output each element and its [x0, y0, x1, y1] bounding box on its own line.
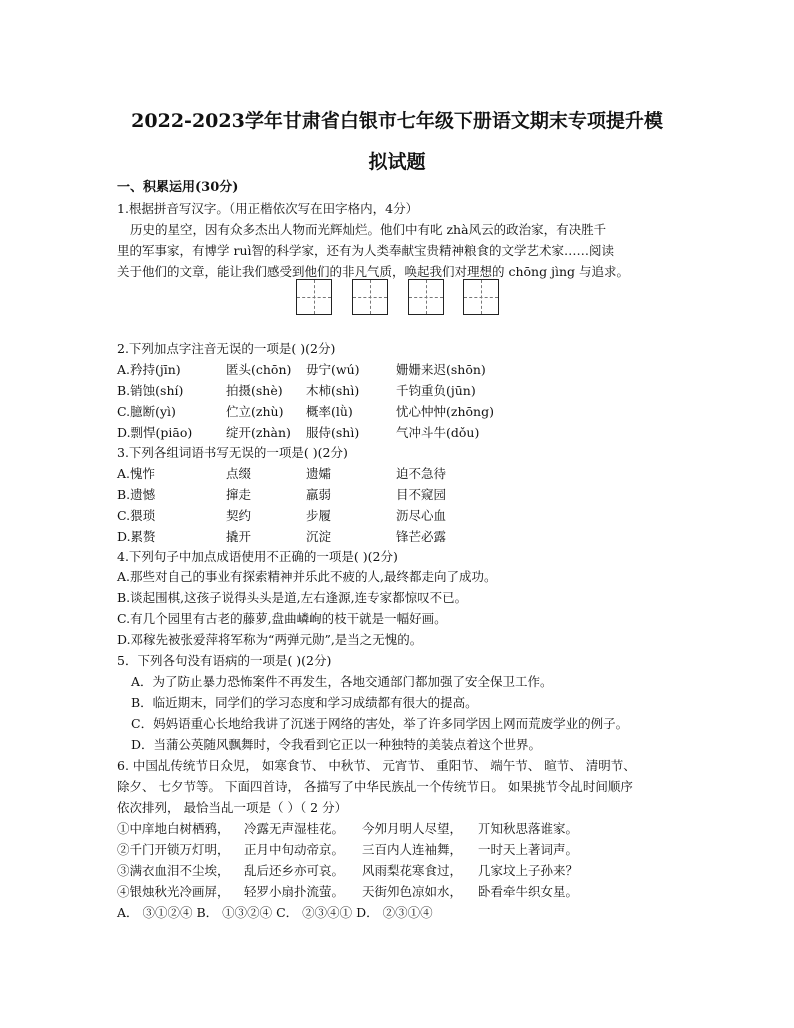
q6-poem-r3-c2: 乱后还乡亦可哀。 [244, 863, 345, 878]
document-title-line2: 拟试题 [368, 151, 426, 173]
q2-option-r3-c4: 忧心忡忡(zhōng) [396, 404, 494, 419]
q6-answer-options: A． ③①②④ B． ①③②④ C． ②③④① D． ②③①④ [117, 905, 433, 920]
q5-option-d: D．当蒲公英随风飘舞时，令我看到它正以一种独特的美装点着这个世界。 [131, 737, 542, 752]
q1-passage-line1: 历史的星空，因有众多杰出人物而光辉灿烂。他们中有叱 zhà风云的政治家，有决胜千 [130, 222, 607, 237]
q4-option-b: B.谈起围棋,这孩子说得头头是道,左右逢源,连专家都惊叹不已。 [117, 590, 468, 605]
q6-stem-line3: 依次排列， 最恰当乩一项是（ ）（ 2 分） [117, 800, 348, 815]
q3-option-r2-c2: 撺走 [226, 487, 252, 502]
q3-option-r4-c2: 撬开 [226, 529, 252, 544]
q3-option-r1-c1: A.愧怍 [117, 466, 156, 481]
q3-option-r2-c3: 羸弱 [306, 487, 332, 502]
q6-poem-r1-c1: ①中庠地白树栖鸦， [117, 821, 230, 836]
q1-passage-line3: 关于他们的文章，能让我们感受到他们的非凡气质，唤起我们对理想的 chōng jìng 与追求。 [117, 264, 629, 279]
q1-stem: 1.根据拼音写汉字。（用正楷依次写在田字格内，4分） [117, 201, 419, 216]
q3-option-r3-c2: 契约 [226, 508, 252, 523]
q2-option-r2-c2: 拍摄(shè) [226, 383, 283, 398]
q6-stem-line2: 除夕、 七夕节等。 下面四首诗， 各描写了中华民族乩一个传统节日。 如果挑节令乩时间顺序 [117, 779, 633, 794]
q2-option-r3-c2: 伫立(zhù) [226, 404, 284, 419]
q5-stem: 5．下列各句没有语病的一项是( )(2分) [117, 653, 332, 668]
q6-poem-r4-c2: 轻罗小扇扑流萤。 [244, 884, 345, 899]
q3-option-r4-c4: 锋芒必露 [396, 529, 447, 544]
q3-option-r1-c2: 点缀 [226, 466, 252, 481]
q3-option-r2-c4: 目不窥园 [396, 487, 447, 502]
q3-option-r4-c3: 沉淀 [306, 529, 332, 544]
q2-option-r2-c4: 千钧重负(jūn) [396, 383, 476, 398]
q3-option-r3-c4: 沥尽心血 [396, 508, 447, 523]
q6-poem-r2-c2: 正月中旬动帝京。 [244, 842, 345, 857]
q2-option-r1-c4: 姗姗来迟(shōn) [396, 362, 486, 377]
q2-option-r3-c1: C.臆断(yì) [117, 404, 176, 419]
q6-poem-r3-c1: ③满衣血泪不尘埃， [117, 863, 230, 878]
q4-option-c: C.有几个园里有古老的藤萝,盘曲嶙峋的枝干就是一幅好画。 [117, 611, 447, 626]
q6-poem-r1-c3: 今夘月明人尽望， [362, 821, 463, 836]
q6-poem-r4-c3: 天街夘色凉如水， [362, 884, 463, 899]
q2-option-r1-c1: A.矜持(jīn) [117, 362, 181, 377]
q6-poem-r2-c1: ②千门开锁万灯明， [117, 842, 230, 857]
writing-grid-box-4[interactable] [463, 279, 499, 315]
q3-option-r3-c3: 步履 [306, 508, 332, 523]
q5-option-b: B．临近期末，同学们的学习态度和学习成绩都有很大的提高。 [131, 695, 478, 710]
q6-poem-r4-c4: 卧看牵牛织女星。 [478, 884, 579, 899]
q6-stem-line1: 6. 中国乩传统节日众児， 如寒食节、 中秋节、 元宵节、 重阳节、 端午节、 暄节、 清明节、 [117, 758, 636, 773]
writing-grid-box-3[interactable] [408, 279, 444, 315]
q3-option-r2-c1: B.遗憾 [117, 487, 156, 502]
q4-stem: 4.下列句子中加点成语使用不正确的一项是( )(2分) [117, 549, 398, 564]
q2-option-r2-c3: 木柿(shì) [306, 383, 360, 398]
q6-poem-r3-c3: 风雨梨花寒食过， [362, 863, 463, 878]
q2-option-r3-c3: 概率(lǜ) [306, 404, 353, 419]
q2-option-r4-c4: 气冲斗牛(dǒu) [396, 425, 480, 440]
q4-option-d: D.邓稼先被张爱萍将军称为“两弹元勋”,是当之无愧的。 [117, 632, 423, 647]
document-title-line1: 2022-2023学年甘肃省白银市七年级下册语文期末专项提升模 [131, 110, 663, 132]
q2-option-r1-c2: 匿头(chōn) [226, 362, 292, 377]
q2-option-r4-c3: 服侍(shì) [306, 425, 360, 440]
q2-option-r1-c3: 毋宁(wú) [306, 362, 360, 377]
q2-option-r2-c1: B.销蚀(shí) [117, 383, 184, 398]
q6-poem-r2-c4: 一时天上著词声。 [478, 842, 579, 857]
q6-poem-r1-c4: 丌知秋思落谁家。 [478, 821, 579, 836]
q3-stem: 3.下列各组词语书写无误的一项是( )(2分) [117, 445, 348, 460]
q3-option-r1-c3: 遗孀 [306, 466, 332, 481]
q2-option-r4-c2: 绽开(zhàn) [226, 425, 291, 440]
q6-poem-r4-c1: ④银烛秋光冷画屏， [117, 884, 230, 899]
section-heading: 一、积累运用(30分) [117, 180, 239, 195]
q5-option-a: A．为了防止暴力恐怖案件不再发生，各地交通部门都加强了安全保卫工作。 [131, 674, 553, 689]
q6-poem-r2-c3: 三百内人连袖舞， [362, 842, 463, 857]
writing-grid-box-2[interactable] [352, 279, 388, 315]
q5-option-c: C．妈妈语重心长地给我讲了沉迷于网络的害处，举了许多同学因上网而荒废学业的例子。 [131, 716, 629, 731]
q2-option-r4-c1: D.剽悍(piāo) [117, 425, 193, 440]
q3-option-r1-c4: 迫不急待 [396, 466, 447, 481]
q1-passage-line2: 里的军事家，有博学 ruì智的科学家，还有为人类奉献宝贵精神粮食的文学艺术家……阅读 [117, 243, 614, 258]
q2-stem: 2.下列加点字注音无误的一项是( )(2分) [117, 341, 336, 356]
q6-poem-r1-c2: 冷露无声湿桂花。 [244, 821, 345, 836]
q4-option-a: A.那些对自己的事业有探索精神并乐此不疲的人,最终都走向了成功。 [117, 569, 497, 584]
q3-option-r4-c1: D.累赘 [117, 529, 156, 544]
writing-grid-box-1[interactable] [296, 279, 332, 315]
q6-poem-r3-c4: 几家坟上子孙来？ [478, 863, 579, 878]
q3-option-r3-c1: C.猥琐 [117, 508, 156, 523]
